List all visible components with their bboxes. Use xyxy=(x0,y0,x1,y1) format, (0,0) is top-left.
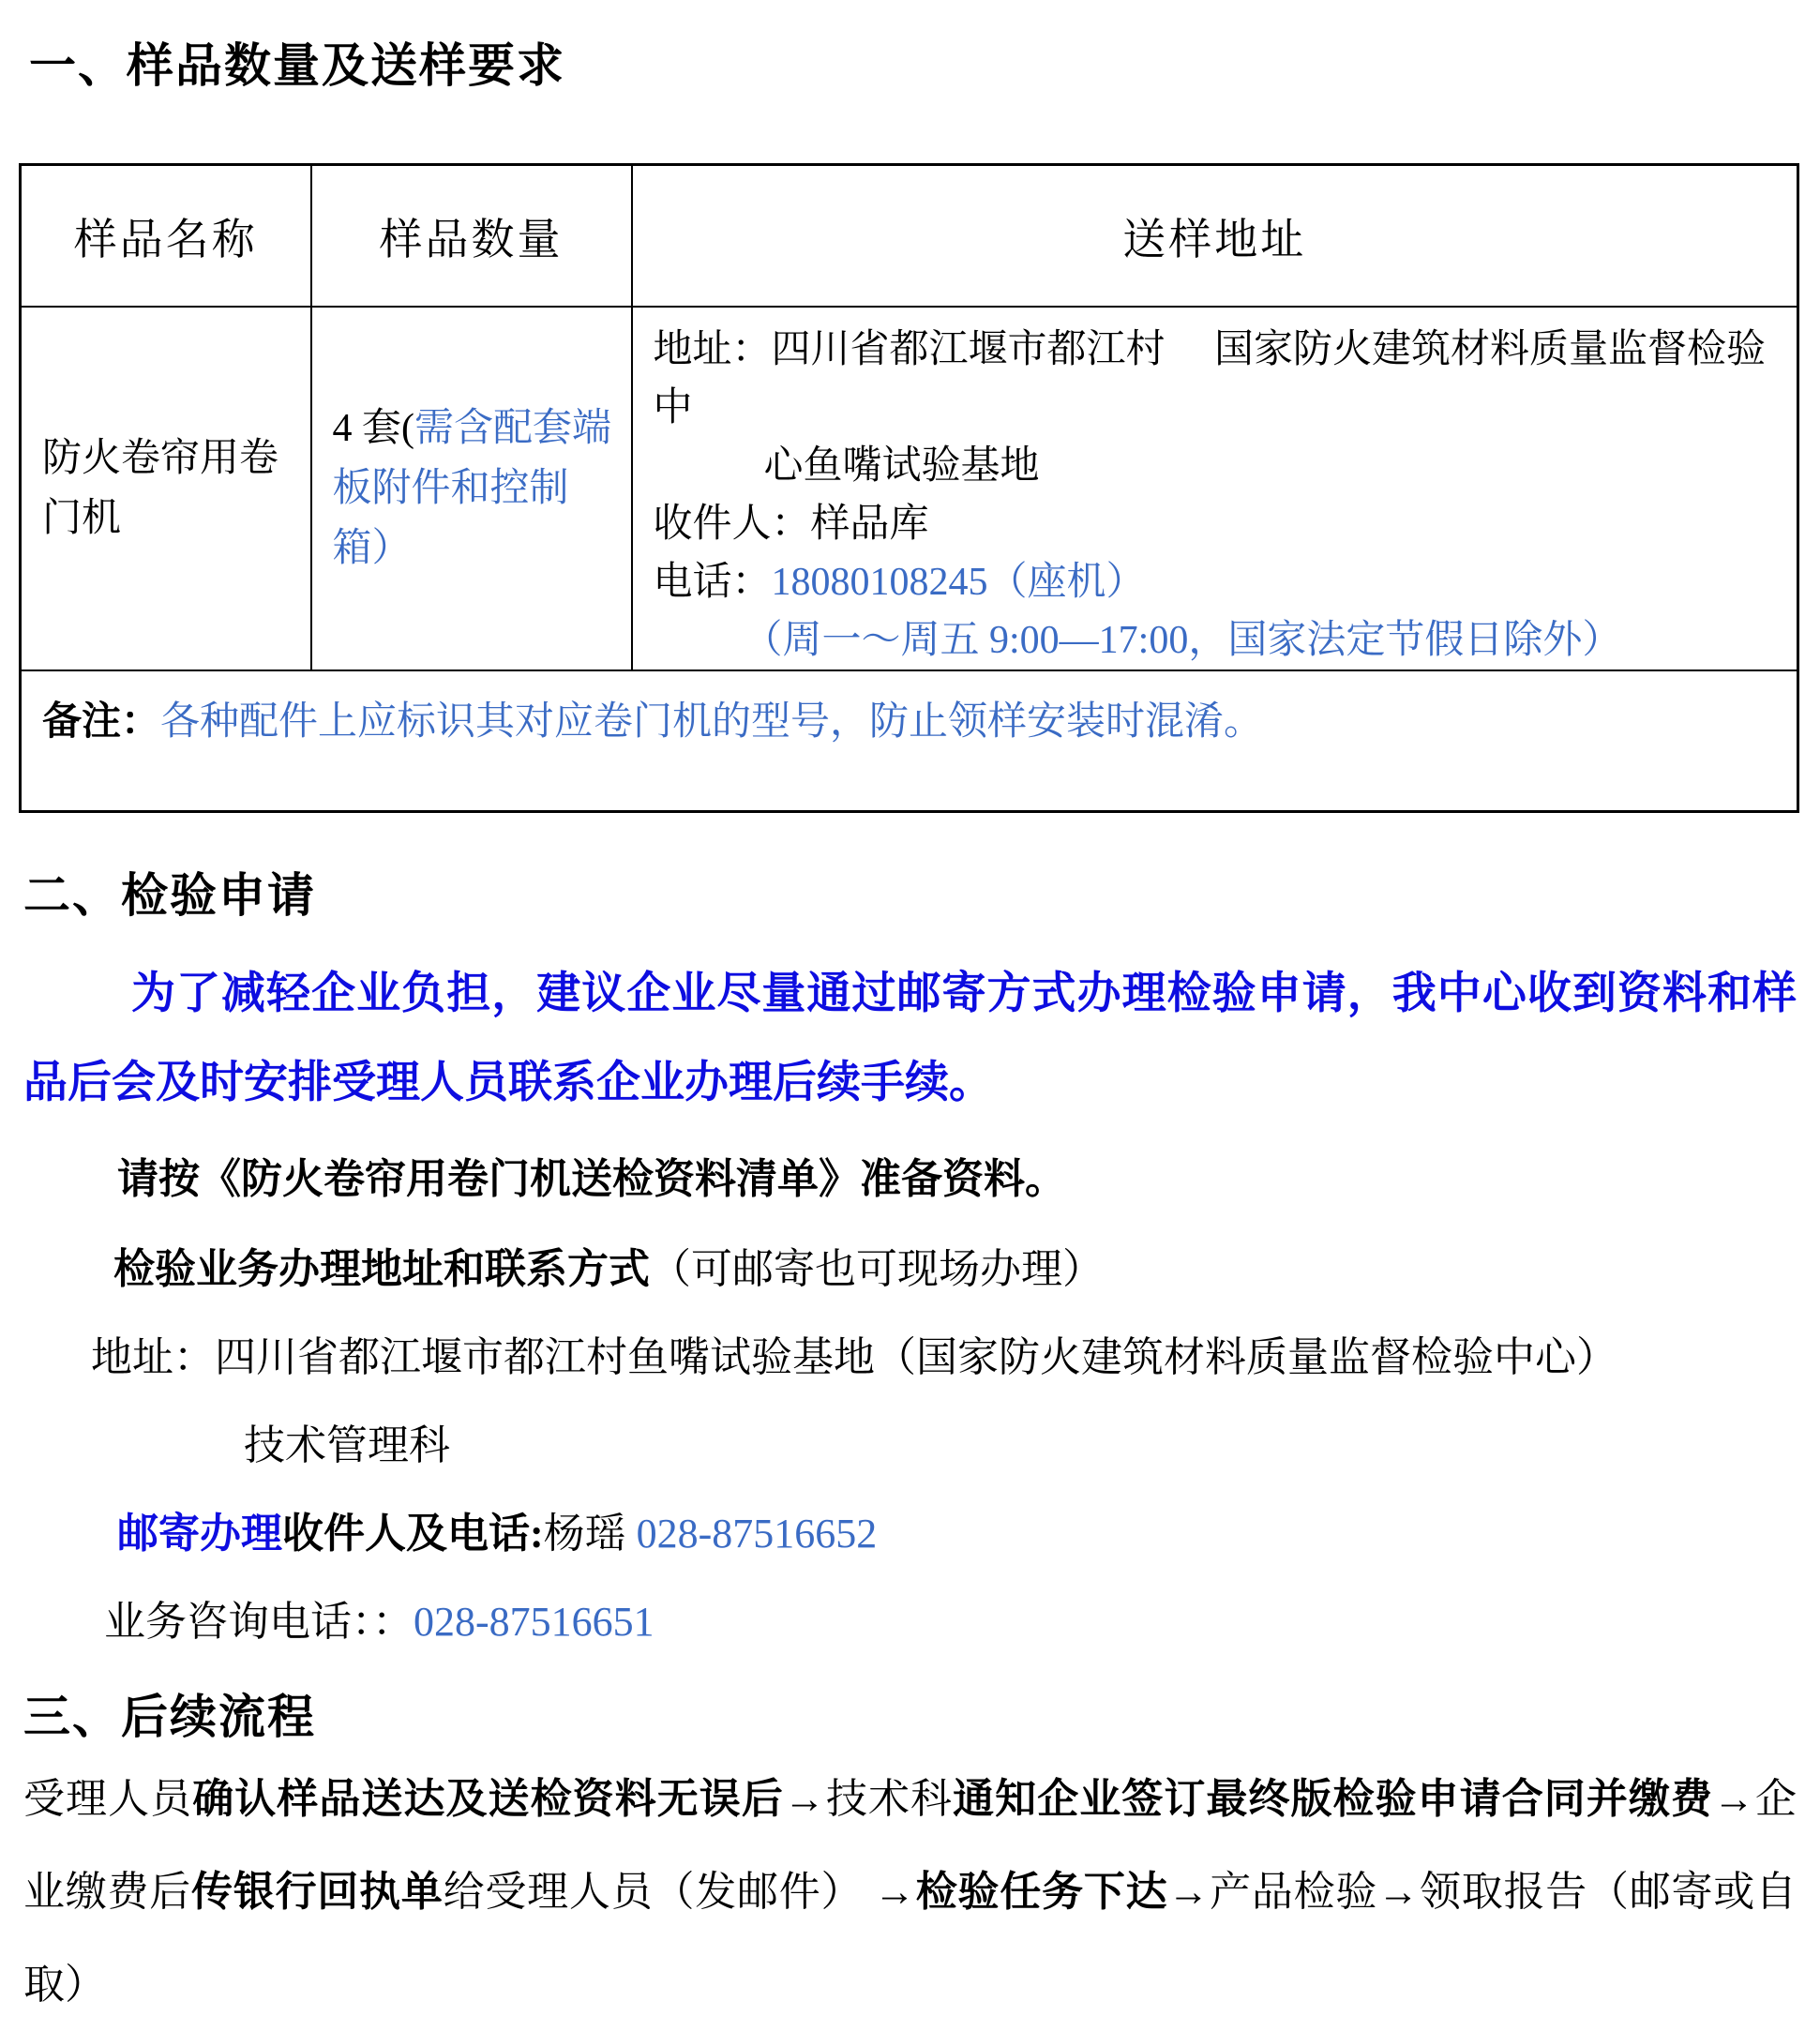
sample-name-cell: 防火卷帘用卷门机 xyxy=(21,307,311,670)
col-header-sample-quantity: 样品数量 xyxy=(311,165,632,308)
text-segment: 传银行回执单 xyxy=(191,1869,444,1915)
recipient-line xyxy=(654,495,1782,553)
text-segment: 邮寄办理 xyxy=(117,1511,282,1557)
table-header-row xyxy=(21,165,1798,308)
text-segment: 4 套( xyxy=(332,407,414,450)
text-segment: 心鱼嘴试验基地 xyxy=(763,444,1040,488)
contact-method-line xyxy=(113,1246,1797,1293)
section1-heading: 一、样品数量及送样要求 xyxy=(29,39,565,92)
consult-phone-line xyxy=(104,1599,1797,1646)
col-header-sample-name: 样品名称 xyxy=(21,165,311,308)
text-segment: 确认样品送达及送检资料无误后 xyxy=(192,1776,784,1822)
delivery-address-cell xyxy=(632,307,1798,670)
text-segment: 收件人及电话: xyxy=(282,1511,544,1557)
text-segment: 各种配件上应标识其对应卷门机的型号，防止领样安装时混淆。 xyxy=(160,700,1264,744)
col-header-delivery-address: 送样地址 xyxy=(632,165,1798,308)
text-segment: 检验任务下达 xyxy=(915,1869,1168,1915)
office-hours-line xyxy=(654,611,1782,669)
text-segment: 028-87516652 xyxy=(636,1511,878,1557)
office-department-line: 技术管理科 xyxy=(244,1422,450,1468)
text-segment: 检验业务办理地址和联系方式 xyxy=(113,1246,650,1292)
prepare-materials-line: 请按《防火卷帘用卷门机送检资料清单》准备资料。 xyxy=(117,1156,1066,1202)
section3-heading: 三、后续流程 xyxy=(23,1691,316,1743)
text-segment: 18080108245（座机） xyxy=(771,561,1146,604)
note-cell xyxy=(21,670,1798,812)
mail-contact-line xyxy=(117,1511,1797,1557)
text-segment: 通知企业签订最终版检验申请合同并缴费 xyxy=(953,1776,1713,1822)
table-row xyxy=(21,307,1798,670)
text-segment: （可邮寄也可现场办理） xyxy=(650,1246,1104,1292)
text-segment: 028-87516651 xyxy=(414,1599,654,1645)
text-segment: 收件人：样品库 xyxy=(653,503,929,546)
text-segment: 杨瑶 xyxy=(543,1511,637,1557)
intro-paragraph: 为了减轻企业负担，建议企业尽量通过邮寄方式办理检验申请，我中心收到资料和样品后会及时安排受理人员联系企业办理后续手续。 xyxy=(23,970,1797,1107)
sample-requirements-table xyxy=(19,163,1799,813)
sample-quantity-cell xyxy=(311,307,632,670)
text-segment: 需含配套端板附件和控制箱） xyxy=(332,407,612,570)
text-segment: →产品检验→领取报告（邮寄或自取） xyxy=(23,1869,1797,2008)
office-address-line: 地址：四川省都江堰市都江村鱼嘴试验基地（国家防火建筑材料质量监督检验中心） xyxy=(91,1334,1617,1380)
text-segment: 备注： xyxy=(42,700,161,744)
process-flow-paragraph xyxy=(23,1753,1797,2031)
text-segment: 业务咨询电话：： xyxy=(104,1599,414,1645)
text-segment: （周一～周五 9:00—17:00，国家法定节假日除外） xyxy=(743,619,1622,662)
address-line-1 xyxy=(654,321,1782,437)
text-segment: →技术科 xyxy=(783,1776,954,1822)
phone-line xyxy=(654,553,1782,611)
text-segment: 给受理人员（发邮件） → xyxy=(443,1869,916,1915)
address-line-2 xyxy=(654,437,1782,495)
text-segment: 受理人员 xyxy=(23,1776,193,1822)
text-segment: 地址：四川省都江堰市都江村 国家防火建筑材料质量监督检验中 xyxy=(653,328,1767,429)
text-segment: 电话： xyxy=(653,561,772,604)
table-note-row xyxy=(21,670,1798,812)
text-segment: →企业缴费后 xyxy=(23,1776,1797,1915)
section2-heading: 二、检验申请 xyxy=(23,869,316,922)
